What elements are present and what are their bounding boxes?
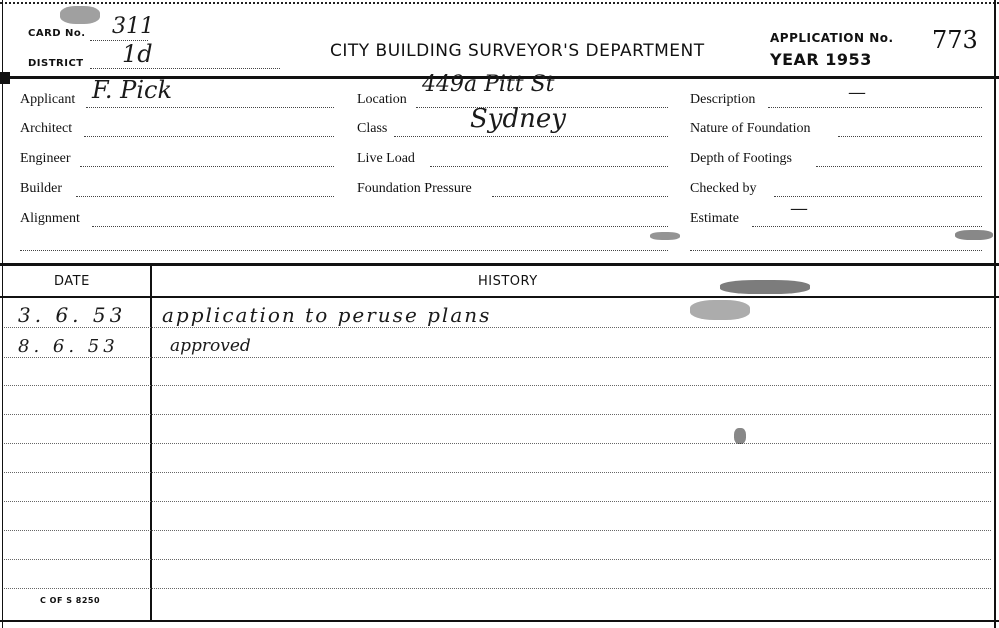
description-value: — xyxy=(848,82,866,103)
estimate-label: Estimate xyxy=(690,211,739,226)
history-row-date: 8. 6. 53 xyxy=(18,336,119,357)
class-value: Sydney xyxy=(470,104,566,134)
nature-of-foundation-label: Nature of Foundation xyxy=(690,121,811,136)
location-label: Location xyxy=(357,92,407,107)
location-value: 449a Pitt St xyxy=(422,72,555,97)
foundation-pressure-label: Foundation Pressure xyxy=(357,181,472,196)
department-title: CITY BUILDING SURVEYOR'S DEPARTMENT xyxy=(330,41,705,61)
date-column-divider xyxy=(150,266,152,622)
district-value: 1d xyxy=(122,40,153,68)
scan-smudge xyxy=(720,280,810,294)
top-edge xyxy=(0,2,999,4)
history-column-header: HISTORY xyxy=(478,274,538,289)
description-label: Description xyxy=(690,92,756,107)
date-column-header: DATE xyxy=(54,274,90,289)
district-label: DISTRICT xyxy=(28,58,84,69)
live-load-label: Live Load xyxy=(357,151,415,166)
card-no-label: CARD No. xyxy=(28,28,86,39)
checked-by-label: Checked by xyxy=(690,181,757,196)
applicant-value: F. Pick xyxy=(92,76,172,104)
form-code: C OF S 8250 xyxy=(40,596,101,605)
engineer-label: Engineer xyxy=(20,151,71,166)
scan-smudge xyxy=(955,230,993,240)
application-no-value: 773 xyxy=(932,26,978,54)
scan-smudge xyxy=(734,428,746,444)
depth-of-footings-label: Depth of Footings xyxy=(690,151,792,166)
history-row-entry: approved xyxy=(170,336,251,356)
scan-smudge xyxy=(690,300,750,320)
year-label: YEAR 1953 xyxy=(770,50,872,69)
architect-label: Architect xyxy=(20,121,73,136)
scan-smudge xyxy=(650,232,680,240)
scan-smudge xyxy=(60,6,100,24)
history-row-entry: application to peruse plans xyxy=(162,303,492,327)
class-label: Class xyxy=(357,121,388,136)
card-no-value: 311 xyxy=(112,14,154,39)
history-row-date: 3. 6. 53 xyxy=(18,303,127,327)
estimate-value: — xyxy=(790,198,808,219)
applicant-label: Applicant xyxy=(20,92,76,107)
application-no-label: APPLICATION No. xyxy=(770,31,894,45)
bottom-edge xyxy=(0,620,999,622)
builder-label: Builder xyxy=(20,181,62,196)
alignment-label: Alignment xyxy=(20,211,80,226)
